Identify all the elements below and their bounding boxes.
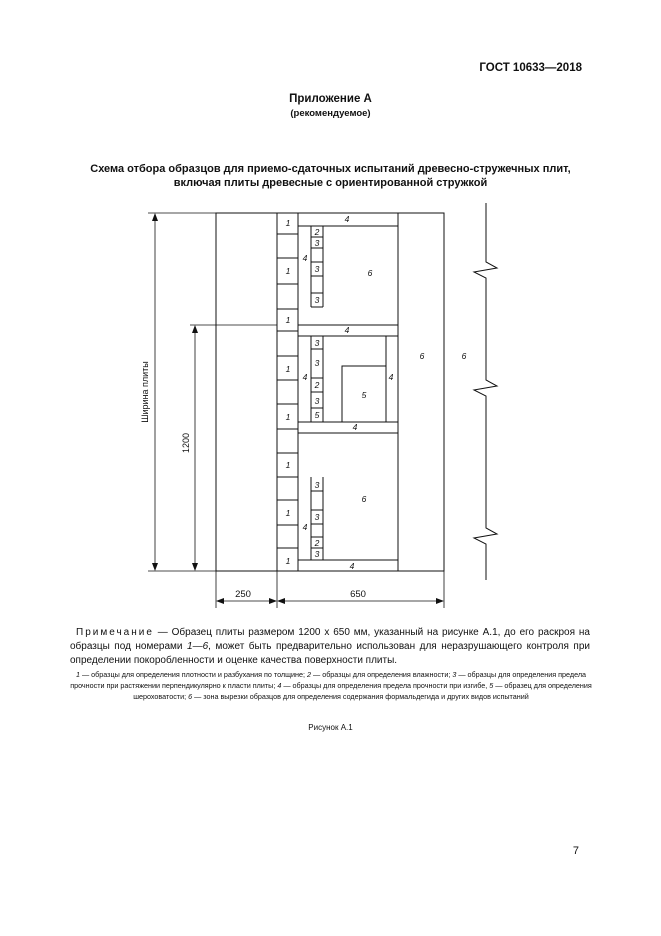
label-3: 3 [314, 358, 320, 368]
label-2: 2 [314, 227, 320, 237]
legend-desc-3: — образцы для определения предела прочности при растяжении перпендикулярно к пласти плиты; [70, 670, 587, 690]
plate-outline [216, 213, 444, 571]
label-5: 5 [361, 390, 367, 400]
note-text: — Образец плиты размером 1200 х 650 мм, указанный на рисунке А.1, до его раскроя на образцы под номерами [70, 627, 590, 652]
label-4: 4 [302, 253, 308, 263]
legend-key-3: 3 [452, 670, 457, 679]
legend-desc-5: — образец для определения шероховатости; [133, 681, 592, 701]
label-4: 4 [344, 214, 350, 224]
note-range: 1—6 [187, 641, 209, 652]
figure-legend [70, 669, 592, 702]
label-5: 5 [314, 410, 320, 420]
label-6: 6 [361, 494, 367, 504]
plate-width-label: Ширина плиты [140, 361, 150, 423]
label-1: 1 [285, 412, 291, 422]
label-1: 1 [285, 218, 291, 228]
label-2: 2 [314, 538, 320, 548]
label-4: 4 [349, 561, 355, 571]
legend-key-6: 6 [188, 692, 193, 701]
appendix-subtitle: (рекомендуемое) [290, 108, 371, 119]
standard-header: ГОСТ 10633—2018 [479, 62, 582, 74]
appendix-title: Приложение А [289, 93, 372, 105]
legend-desc-1: — образцы для определения плотности и разбухания по толщине; [79, 670, 308, 679]
label-3: 3 [314, 238, 320, 248]
break-line [474, 203, 497, 580]
note-text2: , может быть предварительно использован для неразрушающего контроля при определении покоробленности и оценке качества поверхности плиты. [70, 641, 590, 666]
label-3: 3 [314, 512, 320, 522]
legend-key-1: 1 [75, 670, 80, 679]
label-3: 3 [314, 338, 320, 348]
label-4: 4 [344, 325, 350, 335]
label-2: 2 [314, 380, 320, 390]
label-1: 1 [285, 364, 291, 374]
label-1: 1 [285, 556, 291, 566]
label-3: 3 [314, 264, 320, 274]
label-1: 1 [285, 508, 291, 518]
legend-desc-6: — зона вырезки образцов для определения содержания формальдегида и других видов испытаний [192, 692, 529, 701]
legend-desc-2: — образцы для определения влажности; [311, 670, 453, 679]
dim-650-label: 650 [350, 589, 366, 600]
label-4: 4 [352, 422, 358, 432]
figure-title-line1: Схема отбора образцов для приемо-сдаточных испытаний древесно-стружечных плит, [90, 163, 571, 175]
label-4: 4 [302, 372, 308, 382]
dim-1200-label: 1200 [181, 432, 191, 454]
label-6: 6 [461, 351, 467, 361]
label-1: 1 [285, 460, 291, 470]
legend-key-4: 4 [277, 681, 282, 690]
note-label: Примечание [76, 627, 154, 638]
label-1: 1 [285, 266, 291, 276]
legend-key-2: 2 [307, 670, 312, 679]
label-3: 3 [314, 295, 320, 305]
figure-caption: Рисунок А.1 [308, 723, 353, 732]
label-3: 3 [314, 480, 320, 490]
legend-key-5: 5 [489, 681, 494, 690]
legend-desc-4: — образцы для определения предела прочности при изгибе, [281, 681, 490, 690]
figure-title-line2: включая плиты древесные с ориентированной стружкой [173, 177, 488, 189]
label-3: 3 [314, 396, 320, 406]
dim-250-label: 250 [235, 589, 251, 600]
label-4: 4 [388, 372, 394, 382]
label-6: 6 [419, 351, 425, 361]
label-1: 1 [285, 315, 291, 325]
label-4: 4 [302, 522, 308, 532]
label-3: 3 [314, 549, 320, 559]
page-number: 7 [572, 845, 579, 857]
note-paragraph [70, 626, 590, 668]
label-6: 6 [367, 268, 373, 278]
